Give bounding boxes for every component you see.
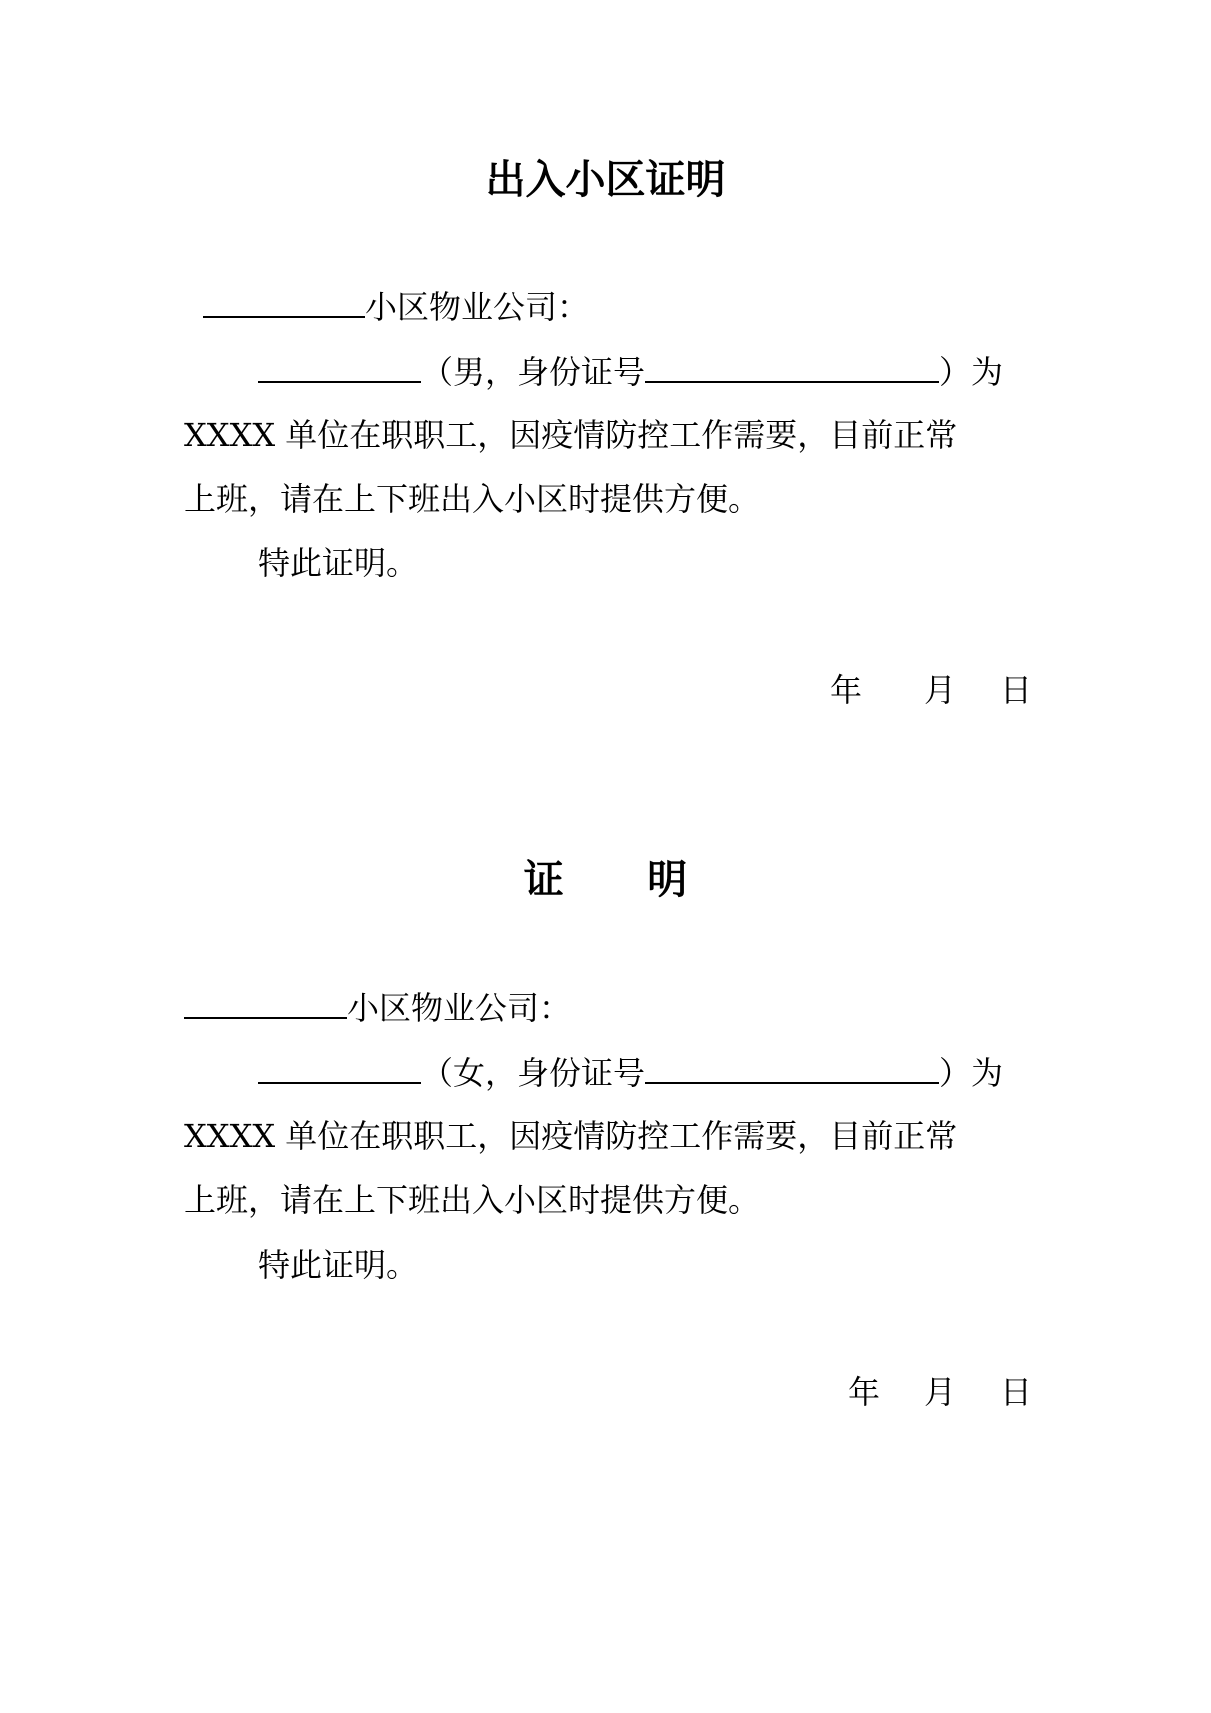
date-day-1: 日: [1000, 671, 1033, 709]
person-line-1: [258, 351, 1003, 392]
addressee-suffix-2: 小区物业公司：: [347, 989, 572, 1027]
addressee-line-2: [184, 987, 571, 1028]
community-name-blank-2: [184, 987, 347, 1019]
certificate-title-1: 出入小区证明: [485, 156, 726, 203]
id-number-blank-2: [645, 1052, 939, 1084]
gender-id-suffix-1: ）为: [939, 353, 1004, 391]
date-day-2: 日: [1000, 1373, 1033, 1411]
body-line-1b: 上班，请在上下班出入小区时提供方便。: [184, 480, 761, 518]
body-line-2a: XXXX 单位在职职工，因疫情防控工作需要，目前正常: [184, 1117, 958, 1155]
person-name-blank-2: [258, 1052, 421, 1084]
closing-text-1: 特此证明。: [258, 544, 419, 582]
date-year-1: 年: [830, 671, 863, 709]
addressee-line-1: [203, 286, 589, 327]
date-line-1: [0, 670, 1211, 710]
community-name-blank-1: [203, 286, 365, 318]
certificate-title-2: 证 明: [523, 856, 688, 903]
date-year-2: 年: [848, 1373, 881, 1411]
date-line-2: [0, 1372, 1211, 1412]
gender-id-prefix-2: （女，身份证号: [421, 1054, 646, 1092]
gender-id-suffix-2: ）为: [939, 1054, 1004, 1092]
closing-text-2: 特此证明。: [258, 1246, 419, 1284]
body-line-2b: 上班，请在上下班出入小区时提供方便。: [184, 1181, 761, 1219]
addressee-suffix-1: 小区物业公司：: [365, 288, 590, 326]
body-line-1a: XXXX 单位在职职工，因疫情防控工作需要，目前正常: [184, 416, 958, 454]
date-month-1: 月: [924, 671, 957, 709]
person-line-2: [258, 1052, 1003, 1093]
id-number-blank-1: [645, 351, 939, 383]
date-month-2: 月: [924, 1373, 957, 1411]
person-name-blank-1: [258, 351, 421, 383]
gender-id-prefix-1: （男，身份证号: [421, 353, 646, 391]
